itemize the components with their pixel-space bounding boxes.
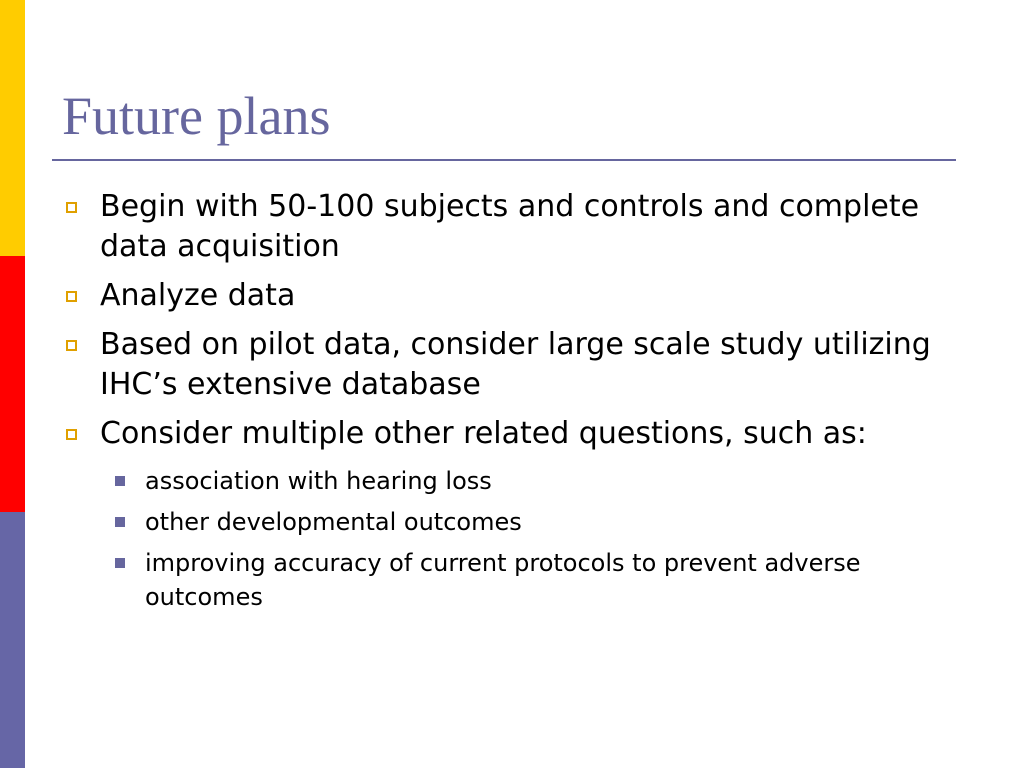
bullet-item [62, 276, 962, 316]
filled-square-bullet-icon [115, 558, 125, 568]
bullet-item [62, 187, 962, 267]
sub-bullet-item [107, 464, 962, 498]
hollow-square-bullet-icon [66, 429, 77, 440]
sub-bullet-text: other developmental outcomes [145, 508, 522, 536]
title-underline [52, 159, 956, 161]
hollow-square-bullet-icon [66, 340, 77, 351]
bullet-text: Begin with 50-100 subjects and controls and complete data acquisition [100, 189, 920, 264]
bullet-text: Analyze data [100, 278, 296, 313]
left-stripe-yellow [0, 0, 25, 256]
left-stripe-blue [0, 512, 25, 768]
bullet-text: Consider multiple other related questions, such as: [100, 416, 867, 451]
left-stripe-red [0, 256, 25, 512]
slide-title: Future plans [62, 86, 331, 146]
sub-bullet-text: improving accuracy of current protocols to prevent adverse outcomes [145, 549, 861, 611]
hollow-square-bullet-icon [66, 291, 77, 302]
filled-square-bullet-icon [115, 517, 125, 527]
hollow-square-bullet-icon [66, 202, 77, 213]
bullet-item [62, 414, 962, 454]
sub-bullet-text: association with hearing loss [145, 467, 492, 495]
sub-bullet-item [107, 505, 962, 539]
sub-bullet-item [107, 546, 962, 614]
filled-square-bullet-icon [115, 476, 125, 486]
bullet-list [62, 187, 962, 621]
sub-bullet-list [62, 464, 962, 614]
bullet-item [62, 325, 962, 405]
bullet-text: Based on pilot data, consider large scale study utilizing IHC’s extensive database [100, 327, 931, 402]
